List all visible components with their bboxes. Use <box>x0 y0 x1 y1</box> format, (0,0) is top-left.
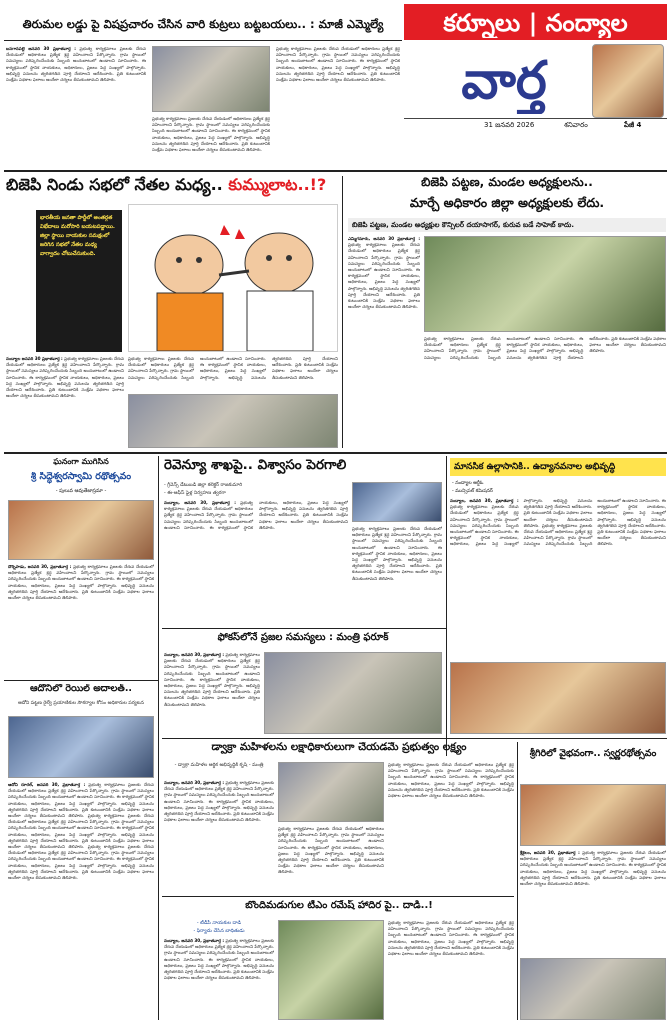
bjp-fight-body-left <box>6 356 124 448</box>
masthead-day: శనివారం <box>564 121 588 129</box>
bondimala-dateline: నంద్యాల, జనవరి 30, ప్రభాతవార్త : <box>164 938 225 943</box>
dwcra-photo <box>278 762 384 822</box>
ghantasala-body-text: ప్రభుత్వ కార్యక్రమాలు ప్రజలకు చేరువ చేయడంలో అధికారులు ప్రత్యేక శ్రద్ధ వహించాలని పేర్కొన్నారు. గ్రామ స్థాయిలో సమస్యలు పరిష్కరించేందుకు సిబ్బంది అందుబాటులో ఉండాలని సూచించారు. ఈ కార్యక్రమంలో స్థానిక నాయకులు, అధికారులు, ప్రజలు పెద్ద సంఖ్యలో పాల్గొన్నారు. అభివృద్ధి పనులను త్వరితగతిన పూర్తి చేయాలని ఆదేశించారు. ప్రతి కుటుంబానికి సంక్షేమ పథకాల ఫలాలు అందేలా చర్యలు తీసుకుంటామని తెలిపారు. <box>8 564 154 601</box>
mental-health-sub-2: - మున్సిపల్ కమిషనర్ <box>452 489 493 494</box>
mental-health-body-text-2: ప్రభుత్వ కార్యక్రమాలు ప్రజలకు చేరువ చేయడంలో అధికారులు ప్రత్యేక శ్రద్ధ వహించాలని పేర్కొన్నారు. గ్రామ స్థాయిలో సమస్యలు పరిష్కరించేందుకు సిబ్బంది అందుబాటులో ఉండాలని సూచించారు. ఈ కార్యక్రమంలో స్థానిక నాయకులు, అధికారులు, ప్రజలు పెద్ద సంఖ్యలో పాల్గొన్నారు. అభివృద్ధి పనులను త్వరితగతిన పూర్తి చేయాలని ఆదేశించారు. ప్రతి కుటుంబానికి సంక్షేమ పథకాల ఫలాలు అందేలా చర్యలు తీసుకుంటామని తెలిపారు. <box>523 498 666 547</box>
bjp-fight-blurb: భారతీయ జనతా పార్టీలో అంతర్గత విభేదాలు మరోసారి బయటపడ్డాయి. జిల్లా స్థాయి నాయకుల సమక్షంలో జరిగిన సభలో నేతల మధ్య వాగ్వాదం చోటుచేసుకుంది. <box>40 215 115 257</box>
ghantasala-sub: - పులువ ఆవుతేజాస్రమా - <box>55 488 107 494</box>
srigiri-headline: శ్రీగిరిలో వైభవంగా.. స్వర్ణరథోత్సవం <box>529 748 657 759</box>
bjp-fight-body-text-2: ప్రభుత్వ కార్యక్రమాలు ప్రజలకు చేరువ చేయడంలో అధికారులు ప్రత్యేక శ్రద్ధ వహించాలని పేర్కొన్నారు. గ్రామ స్థాయిలో సమస్యలు పరిష్కరించేందుకు సిబ్బంది అందుబాటులో ఉండాలని సూచించారు. ఈ కార్యక్రమంలో స్థానిక నాయకులు, అధికారులు, ప్రజలు పెద్ద సంఖ్యలో పాల్గొన్నారు. అభివృద్ధి పనులను త్వరితగతిన పూర్తి చేయాలని ఆదేశించారు. ప్రతి కుటుంబానికి సంక్షేమ పథకాల ఫలాలు అందేలా చర్యలు తీసుకుంటామని తెలిపారు. <box>6 356 124 399</box>
dwcra-body-text: ప్రభుత్వ కార్యక్రమాలు ప్రజలకు చేరువ చేయడంలో అధికారులు ప్రత్యేక శ్రద్ధ వహించాలని పేర్కొన్నారు. గ్రామ స్థాయిలో సమస్యలు పరిష్కరించేందుకు సిబ్బంది అందుబాటులో ఉండాలని సూచించారు. ఈ కార్యక్రమంలో స్థానిక నాయకులు, అధికారులు, ప్రజలు పెద్ద సంఖ్యలో పాల్గొన్నారు. అభివృద్ధి పనులను త్వరితగతిన పూర్తి చేయాలని ఆదేశించారు. ప్రతి కుటుంబానికి సంక్షేమ పథకాల ఫలాలు అందేలా చర్యలు తీసుకుంటామని తెలిపారు. <box>164 780 274 823</box>
srigiri-body <box>520 850 666 954</box>
fuel-photo <box>264 652 442 734</box>
bjp-fight-body <box>128 356 338 392</box>
bjp-posts-dateline: ఎమ్మిగనూరు, జనవరి 30 ప్రభాతవార్త : <box>348 236 420 241</box>
divider <box>517 742 518 1020</box>
bjp-fight-headline-b: కుమ్ములాట..!? <box>228 176 327 194</box>
adoni-dateline: ఆదోని రూరల్, జనవరి 30, ప్రభాతవార్త : <box>8 782 86 787</box>
divider <box>4 170 667 172</box>
divider <box>4 680 158 681</box>
srigiri-photo-2 <box>520 958 666 1020</box>
dwcra-body-text-2: ప్రభుత్వ కార్యక్రమాలు ప్రజలకు చేరువ చేయడంలో అధికారులు ప్రత్యేక శ్రద్ధ వహించాలని పేర్కొన్నారు. గ్రామ స్థాయిలో సమస్యలు పరిష్కరించేందుకు సిబ్బంది అందుబాటులో ఉండాలని సూచించారు. ఈ కార్యక్రమంలో స్థానిక నాయకులు, అధికారులు, ప్రజలు పెద్ద సంఖ్యలో పాల్గొన్నారు. అభివృద్ధి పనులను త్వరితగతిన పూర్తి చేయాలని ఆదేశించారు. ప్రతి కుటుంబానికి సంక్షేమ పథకాల ఫలాలు అందేలా చర్యలు తీసుకుంటామని తెలిపారు. <box>278 826 384 875</box>
top-left-body-col1 <box>6 46 146 166</box>
srigiri-photo <box>520 784 666 846</box>
srigiri-dateline: శ్రీశైలం, జనవరి 30, ప్రభాతవార్త : <box>520 850 580 855</box>
masthead-date: 31 జనవరి 2026 <box>484 121 535 129</box>
dwcra-body-2 <box>278 826 384 892</box>
bjp-posts-subhead: బిజెపి పట్టణ, మండల అధ్యక్షుల కౌన్సిలర్ దయాసాగర్, కురువ బడే సాహెబ్ కాదు. <box>348 218 666 232</box>
bjp-posts-body-text: ప్రభుత్వ కార్యక్రమాలు ప్రజలకు చేరువ చేయడంలో అధికారులు ప్రత్యేక శ్రద్ధ వహించాలని పేర్కొన్నారు. గ్రామ స్థాయిలో సమస్యలు పరిష్కరించేందుకు సిబ్బంది అందుబాటులో ఉండాలని సూచించారు. ఈ కార్యక్రమంలో స్థానిక నాయకులు, అధికారులు, ప్రజలు పెద్ద సంఖ్యలో పాల్గొన్నారు. అభివృద్ధి పనులను త్వరితగతిన పూర్తి చేయాలని ఆదేశించారు. ప్రతి కుటుంబానికి సంక్షేమ పథకాల ఫలాలు అందేలా చర్యలు తీసుకుంటామని తెలిపారు. <box>348 242 420 310</box>
mental-health-headline: మానసిక ఉల్లాసానికి.. ఉద్యానవనాల అభివృద్ధి <box>450 458 666 476</box>
masthead-page: పేజీ 4 <box>624 121 642 129</box>
dwcra-body-text-3: ప్రభుత్వ కార్యక్రమాలు ప్రజలకు చేరువ చేయడంలో అధికారులు ప్రత్యేక శ్రద్ధ వహించాలని పేర్కొన్నారు. గ్రామ స్థాయిలో సమస్యలు పరిష్కరించేందుకు సిబ్బంది అందుబాటులో ఉండాలని సూచించారు. ఈ కార్యక్రమంలో స్థానిక నాయకులు, అధికారులు, ప్రజలు పెద్ద సంఖ్యలో పాల్గొన్నారు. అభివృద్ధి పనులను త్వరితగతిన పూర్తి చేయాలని ఆదేశించారు. ప్రతి కుటుంబానికి సంక్షేమ పథకాల ఫలాలు అందేలా చర్యలు తీసుకుంటామని తెలిపారు. <box>388 762 514 799</box>
bondimala-headline: బొందిమడుగుల టీఎం రమేష్ హాదిర పై.. దాడి..! <box>245 900 433 911</box>
masthead-brand: వార్త <box>461 51 547 111</box>
revenue-body <box>164 500 348 624</box>
mental-health-photo <box>450 662 666 734</box>
cartoon-illustration <box>129 205 338 352</box>
mental-health-body <box>450 498 666 658</box>
bjp-posts-body-col1 <box>348 236 420 448</box>
adoni-body-text: ప్రభుత్వ కార్యక్రమాలు ప్రజలకు చేరువ చేయడంలో అధికారులు ప్రత్యేక శ్రద్ధ వహించాలని పేర్కొన్నారు. గ్రామ స్థాయిలో సమస్యలు పరిష్కరించేందుకు సిబ్బంది అందుబాటులో ఉండాలని సూచించారు. ఈ కార్యక్రమంలో స్థానిక నాయకులు, అధికారులు, ప్రజలు పెద్ద సంఖ్యలో పాల్గొన్నారు. అభివృద్ధి పనులను త్వరితగతిన పూర్తి చేయాలని ఆదేశించారు. ప్రతి కుటుంబానికి సంక్షేమ పథకాల ఫలాలు అందేలా చర్యలు తీసుకుంటామని తెలిపారు. <box>8 782 154 819</box>
fuel-headline: ఫోకస్‌లోనే ప్రజల సమస్యలు : మంత్రి ఫరూక్ <box>217 632 389 643</box>
divider <box>342 176 343 448</box>
dwcra-body-3 <box>388 762 514 892</box>
bjp-posts-headline-2: మార్చే అధికారం జిల్లా అధ్యక్షులకు లేదు. <box>409 196 605 210</box>
bjp-posts-photo <box>424 236 666 332</box>
fuel-body-text: ప్రభుత్వ కార్యక్రమాలు ప్రజలకు చేరువ చేయడంలో అధికారులు ప్రత్యేక శ్రద్ధ వహించాలని పేర్కొన్నారు. గ్రామ స్థాయిలో సమస్యలు పరిష్కరించేందుకు సిబ్బంది అందుబాటులో ఉండాలని సూచించారు. ఈ కార్యక్రమంలో స్థానిక నాయకులు, అధికారులు, ప్రజలు పెద్ద సంఖ్యలో పాల్గొన్నారు. అభివృద్ధి పనులను త్వరితగతిన పూర్తి చేయాలని ఆదేశించారు. ప్రతి కుటుంబానికి సంక్షేమ పథకాల ఫలాలు అందేలా చర్యలు తీసుకుంటామని తెలిపారు. <box>164 652 260 707</box>
adoni-body-text-3: ప్రభుత్వ కార్యక్రమాలు ప్రజలకు చేరువ చేయడంలో అధికారులు ప్రత్యేక శ్రద్ధ వహించాలని పేర్కొన్నారు. గ్రామ స్థాయిలో సమస్యలు పరిష్కరించేందుకు సిబ్బంది అందుబాటులో ఉండాలని సూచించారు. ఈ కార్యక్రమంలో స్థానిక నాయకులు, అధికారులు, ప్రజలు పెద్ద సంఖ్యలో పాల్గొన్నారు. అభివృద్ధి పనులను త్వరితగతిన పూర్తి చేయాలని ఆదేశించారు. ప్రతి కుటుంబానికి సంక్షేమ పథకాల ఫలాలు అందేలా చర్యలు తీసుకుంటామని తెలిపారు. <box>8 844 154 881</box>
revenue-body-right <box>352 526 442 624</box>
bondimala-body-text: ప్రభుత్వ కార్యక్రమాలు ప్రజలకు చేరువ చేయడంలో అధికారులు ప్రత్యేక శ్రద్ధ వహించాలని పేర్కొన్నారు. గ్రామ స్థాయిలో సమస్యలు పరిష్కరించేందుకు సిబ్బంది అందుబాటులో ఉండాలని సూచించారు. ఈ కార్యక్రమంలో స్థానిక నాయకులు, అధికారులు, ప్రజలు పెద్ద సంఖ్యలో పాల్గొన్నారు. అభివృద్ధి పనులను త్వరితగతిన పూర్తి చేయాలని ఆదేశించారు. ప్రతి కుటుంబానికి సంక్షేమ పథకాల ఫలాలు అందేలా చర్యలు తీసుకుంటామని తెలిపారు. <box>164 938 274 981</box>
dwcra-headline: డ్వాక్రా మహిళలను లక్షాధికారులుగా చేయడమే ప్రభుత్వం లక్ష్యం <box>211 742 467 753</box>
divider <box>158 456 159 1020</box>
adoni-sub: ఆదోని పట్టణ రైల్వే ప్రయాణికుల సౌకర్యాల కోసం అధికారుల పర్యటన <box>18 701 144 706</box>
revenue-body-text: ప్రభుత్వ కార్యక్రమాలు ప్రజలకు చేరువ చేయడంలో అధికారులు ప్రత్యేక శ్రద్ధ వహించాలని పేర్కొన్నారు. గ్రామ స్థాయిలో సమస్యలు పరిష్కరించేందుకు సిబ్బంది అందుబాటులో ఉండాలని సూచించారు. ఈ కార్యక్రమంలో స్థానిక నాయకులు, అధికారులు, ప్రజలు పెద్ద సంఖ్యలో పాల్గొన్నారు. అభివృద్ధి పనులను త్వరితగతిన పూర్తి చేయాలని ఆదేశించారు. ప్రతి కుటుంబానికి సంక్షేమ పథకాల ఫలాలు అందేలా చర్యలు తీసుకుంటామని తెలిపారు. <box>164 500 348 530</box>
srigiri-body-text: ప్రభుత్వ కార్యక్రమాలు ప్రజలకు చేరువ చేయడంలో అధికారులు ప్రత్యేక శ్రద్ధ వహించాలని పేర్కొన్నారు. గ్రామ స్థాయిలో సమస్యలు పరిష్కరించేందుకు సిబ్బంది అందుబాటులో ఉండాలని సూచించారు. ఈ కార్యక్రమంలో స్థానిక నాయకులు, అధికారులు, ప్రజలు పెద్ద సంఖ్యలో పాల్గొన్నారు. అభివృద్ధి పనులను త్వరితగతిన పూర్తి చేయాలని ఆదేశించారు. ప్రతి కుటుంబానికి సంక్షేమ పథకాల ఫలాలు అందేలా చర్యలు తీసుకుంటామని తెలిపారు. <box>520 850 666 887</box>
adoni-body <box>8 782 154 1020</box>
divider <box>162 896 514 897</box>
top-left-body-text-2: ప్రభుత్వ కార్యక్రమాలు ప్రజలకు చేరువ చేయడంలో అధికారులు ప్రత్యేక శ్రద్ధ వహించాలని పేర్కొన్నారు. గ్రామ స్థాయిలో సమస్యలు పరిష్కరించేందుకు సిబ్బంది అందుబాటులో ఉండాలని సూచించారు. ఈ కార్యక్రమంలో స్థానిక నాయకులు, అధికారులు, ప్రజలు పెద్ద సంఖ్యలో పాల్గొన్నారు. అభివృద్ధి పనులను త్వరితగతిన పూర్తి చేయాలని ఆదేశించారు. ప్రతి కుటుంబానికి సంక్షేమ పథకాల ఫలాలు అందేలా చర్యలు తీసుకుంటామని తెలిపారు. <box>152 116 270 153</box>
masthead-edition: కర్నూలు | నంద్యాల <box>443 9 628 37</box>
adoni-body-text-2: ప్రభుత్వ కార్యక్రమాలు ప్రజలకు చేరువ చేయడంలో అధికారులు ప్రత్యేక శ్రద్ధ వహించాలని పేర్కొన్నారు. గ్రామ స్థాయిలో సమస్యలు పరిష్కరించేందుకు సిబ్బంది అందుబాటులో ఉండాలని సూచించారు. ఈ కార్యక్రమంలో స్థానిక నాయకులు, అధికారులు, ప్రజలు పెద్ద సంఖ్యలో పాల్గొన్నారు. అభివృద్ధి పనులను త్వరితగతిన పూర్తి చేయాలని ఆదేశించారు. ప్రతి కుటుంబానికి సంక్షేమ పథకాల ఫలాలు అందేలా చర్యలు తీసుకుంటామని తెలిపారు. <box>8 813 154 850</box>
divider <box>446 456 447 756</box>
dwcra-dateline: నంద్యాల, జనవరి 30, ప్రభాతవార్త : <box>164 780 225 785</box>
bondimala-body-2 <box>388 920 514 1020</box>
divider <box>4 452 667 454</box>
bjp-fight-dateline: నంద్యాల జనవరి 30 ప్రభాతవార్త : <box>6 356 63 361</box>
top-left-headline: తిరుమల లడ్డు పై విషప్రచారం చేసిన వారి కుట్రలు బట్టబయలు.. : మాజీ ఎమ్మెల్యే <box>22 18 384 31</box>
top-left-photo <box>152 46 270 112</box>
revenue-headline: రెవెన్యూ శాఖపై.. విశ్వాసం పెరగాలి <box>164 458 347 473</box>
bjp-cartoon <box>128 204 338 352</box>
divider <box>4 40 402 41</box>
mental-health-dateline: నంద్యాల, జనవరి 30, ప్రభాతవార్త : <box>450 498 519 503</box>
dwcra-body <box>164 780 274 892</box>
revenue-body-text-2: ప్రభుత్వ కార్యక్రమాలు ప్రజలకు చేరువ చేయడంలో అధికారులు ప్రత్యేక శ్రద్ధ వహించాలని పేర్కొన్నారు. గ్రామ స్థాయిలో సమస్యలు పరిష్కరించేందుకు సిబ్బంది అందుబాటులో ఉండాలని సూచించారు. ఈ కార్యక్రమంలో స్థానిక నాయకులు, అధికారులు, ప్రజలు పెద్ద సంఖ్యలో పాల్గొన్నారు. అభివృద్ధి పనులను త్వరితగతిన పూర్తి చేయాలని ఆదేశించారు. ప్రతి కుటుంబానికి సంక్షేమ పథకాల ఫలాలు అందేలా చర్యలు తీసుకుంటామని తెలిపారు. <box>352 526 442 581</box>
revenue-photo <box>352 482 442 522</box>
top-left-dateline: బనగానపల్లె జనవరి 30 ప్రభాతవార్త : <box>6 46 76 51</box>
revenue-sub-2: - ఈ-ఆఫీస్ ఫైళ్ల నిర్వహణ త్వరగా <box>164 491 226 496</box>
dwcra-sub: - డ్వాక్రా మహిళల ఆర్థిక అభివృద్ధికి కృషి - మంత్రి <box>174 763 264 768</box>
ghantasala-dateline: దొర్నిపాడు, జనవరి 30, ప్రభాతవార్త : <box>8 564 72 569</box>
divider <box>162 738 667 739</box>
ghantasala-body <box>8 564 154 676</box>
bondimala-photo <box>278 920 384 1020</box>
bondimala-sub-2: - ఫిర్యాదు చేసిన బాధితుడు <box>193 929 245 934</box>
bjp-fight-headline-a: బిజెపి నిండు సభలో నేతల మధ్య.. <box>6 176 223 194</box>
mental-health-body-text: ప్రభుత్వ కార్యక్రమాలు ప్రజలకు చేరువ చేయడంలో అధికారులు ప్రత్యేక శ్రద్ధ వహించాలని పేర్కొన్నారు. గ్రామ స్థాయిలో సమస్యలు పరిష్కరించేందుకు సిబ్బంది అందుబాటులో ఉండాలని సూచించారు. ఈ కార్యక్రమంలో స్థానిక నాయకులు, అధికారులు, ప్రజలు పెద్ద సంఖ్యలో పాల్గొన్నారు. అభివృద్ధి పనులను త్వరితగతిన పూర్తి చేయాలని ఆదేశించారు. ప్రతి కుటుంబానికి సంక్షేమ పథకాల ఫలాలు అందేలా చర్యలు తీసుకుంటామని తెలిపారు. <box>450 498 593 547</box>
bondimala-body <box>164 938 274 1020</box>
top-left-body-text-3: ప్రభుత్వ కార్యక్రమాలు ప్రజలకు చేరువ చేయడంలో అధికారులు ప్రత్యేక శ్రద్ధ వహించాలని పేర్కొన్నారు. గ్రామ స్థాయిలో సమస్యలు పరిష్కరించేందుకు సిబ్బంది అందుబాటులో ఉండాలని సూచించారు. ఈ కార్యక్రమంలో స్థానిక నాయకులు, అధికారులు, ప్రజలు పెద్ద సంఖ్యలో పాల్గొన్నారు. అభివృద్ధి పనులను త్వరితగతిన పూర్తి చేయాలని ఆదేశించారు. ప్రతి కుటుంబానికి సంక్షేమ పథకాల ఫలాలు అందేలా చర్యలు తీసుకుంటామని తెలిపారు. <box>276 46 400 83</box>
bjp-posts-body-col2 <box>424 336 666 448</box>
mental-health-sub-1: - నంద్యాల ఆర్డీఓ <box>452 481 484 486</box>
bjp-fight-meeting-photo <box>128 394 338 448</box>
adoni-photo <box>8 716 154 778</box>
ghantasala-headline: శ్రీ సిద్ధేశ్వరస్వామి రథోత్సవం <box>30 472 132 482</box>
bjp-fight-blurb-box <box>36 210 122 352</box>
bjp-fight-body-text: ప్రభుత్వ కార్యక్రమాలు ప్రజలకు చేరువ చేయడంలో అధికారులు ప్రత్యేక శ్రద్ధ వహించాలని పేర్కొన్నారు. గ్రామ స్థాయిలో సమస్యలు పరిష్కరించేందుకు సిబ్బంది అందుబాటులో ఉండాలని సూచించారు. ఈ కార్యక్రమంలో స్థానిక నాయకులు, అధికారులు, ప్రజలు పెద్ద సంఖ్యలో పాల్గొన్నారు. అభివృద్ధి పనులను త్వరితగతిన పూర్తి చేయాలని ఆదేశించారు. ప్రతి కుటుంబానికి సంక్షేమ పథకాల ఫలాలు అందేలా చర్యలు తీసుకుంటామని తెలిపారు. <box>128 356 338 380</box>
fuel-dateline: నంద్యాల, జనవరి 30, ప్రభాతవార్త : <box>164 652 225 657</box>
fuel-body <box>164 652 260 734</box>
masthead <box>404 4 667 132</box>
top-left-body-col3 <box>276 46 400 166</box>
bjp-posts-headline-1: బిజెపి పట్టణ, మండల అధ్యక్షులను.. <box>421 176 593 189</box>
bondimala-sub-1: - టీడీపీ నాయకుల దాడి <box>196 921 242 926</box>
top-left-body-text: ప్రభుత్వ కార్యక్రమాలు ప్రజలకు చేరువ చేయడంలో అధికారులు ప్రత్యేక శ్రద్ధ వహించాలని పేర్కొన్నారు. గ్రామ స్థాయిలో సమస్యలు పరిష్కరించేందుకు సిబ్బంది అందుబాటులో ఉండాలని సూచించారు. ఈ కార్యక్రమంలో స్థానిక నాయకులు, అధికారులు, ప్రజలు పెద్ద సంఖ్యలో పాల్గొన్నారు. అభివృద్ధి పనులను త్వరితగతిన పూర్తి చేయాలని ఆదేశించారు. ప్రతి కుటుంబానికి సంక్షేమ పథకాల ఫలాలు అందేలా చర్యలు తీసుకుంటామని తెలిపారు. <box>6 46 146 83</box>
adoni-headline: ఆదోనిలో రెయిల్ అదాలత్.. <box>29 684 133 694</box>
bjp-fight-headline <box>6 176 346 200</box>
top-left-body-col2 <box>152 116 270 166</box>
ghantasala-photo <box>8 500 154 560</box>
revenue-sub-1: - గ్రీవెన్స్ డేటుబడి జిల్లా కలెక్టర్ రాజకుమారి <box>164 483 243 488</box>
revenue-dateline: నంద్యాల, జనవరి 30, ప్రభాతవార్త : <box>164 500 236 505</box>
bjp-posts-body-text-2: ప్రభుత్వ కార్యక్రమాలు ప్రజలకు చేరువ చేయడంలో అధికారులు ప్రత్యేక శ్రద్ధ వహించాలని పేర్కొన్నారు. గ్రామ స్థాయిలో సమస్యలు పరిష్కరించేందుకు సిబ్బంది అందుబాటులో ఉండాలని సూచించారు. ఈ కార్యక్రమంలో స్థానిక నాయకులు, అధికారులు, ప్రజలు పెద్ద సంఖ్యలో పాల్గొన్నారు. అభివృద్ధి పనులను త్వరితగతిన పూర్తి చేయాలని ఆదేశించారు. ప్రతి కుటుంబానికి సంక్షేమ పథకాల ఫలాలు అందేలా చర్యలు తీసుకుంటామని తెలిపారు. <box>424 336 666 360</box>
divider <box>162 628 446 629</box>
bondimala-body-text-2: ప్రభుత్వ కార్యక్రమాలు ప్రజలకు చేరువ చేయడంలో అధికారులు ప్రత్యేక శ్రద్ధ వహించాలని పేర్కొన్నారు. గ్రామ స్థాయిలో సమస్యలు పరిష్కరించేందుకు సిబ్బంది అందుబాటులో ఉండాలని సూచించారు. ఈ కార్యక్రమంలో స్థానిక నాయకులు, అధికారులు, ప్రజలు పెద్ద సంఖ్యలో పాల్గొన్నారు. అభివృద్ధి పనులను త్వరితగతిన పూర్తి చేయాలని ఆదేశించారు. ప్రతి కుటుంబానికి సంక్షేమ పథకాల ఫలాలు అందేలా చర్యలు తీసుకుంటామని తెలిపారు. <box>388 920 514 957</box>
masthead-deity-image <box>592 44 664 118</box>
ghantasala-kicker: ఘనంగా ముగిసిన <box>53 458 109 466</box>
